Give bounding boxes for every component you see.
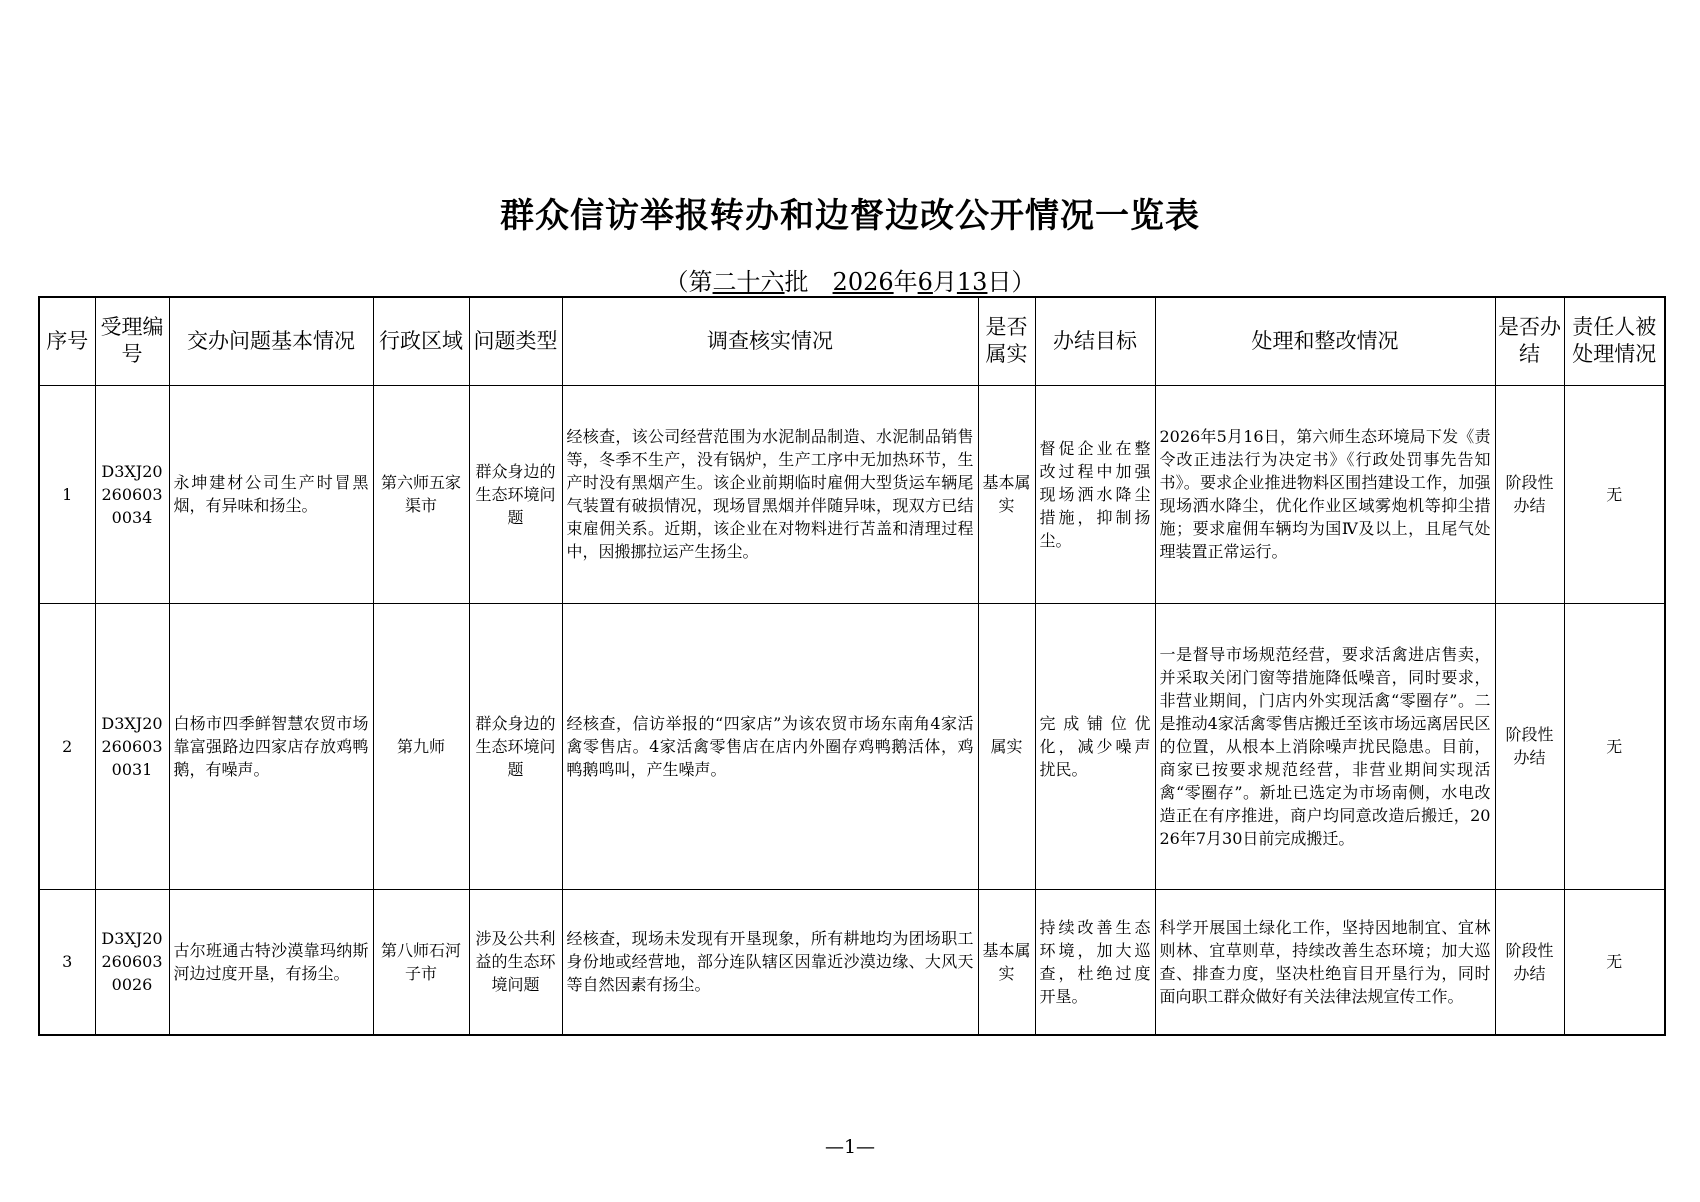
subtitle-day-suffix: 日	[987, 268, 1012, 296]
cell-seq: 2	[39, 603, 95, 889]
table-row	[39, 385, 1665, 603]
table-row	[39, 889, 1665, 1035]
subtitle-year: 2026	[832, 268, 894, 296]
cell-goal: 督促企业在整改过程中加强现场洒水降尘措施，抑制扬尘。	[1035, 385, 1155, 603]
subtitle-batch-suffix: 批	[784, 268, 809, 296]
subtitle-year-suffix: 年	[893, 268, 918, 296]
subtitle-month-suffix: 月	[932, 268, 957, 296]
cell-issue: 白杨市四季鲜智慧农贸市场靠富强路边四家店存放鸡鸭鹅，有噪声。	[169, 603, 373, 889]
header-accountability: 责任人被处理情况	[1564, 297, 1665, 385]
cell-type: 涉及公共利益的生态环境问题	[469, 889, 562, 1035]
page-title: 群众信访举报转办和边督边改公开情况一览表	[500, 196, 1200, 236]
header-handling: 处理和整改情况	[1155, 297, 1495, 385]
cell-goal: 完成铺位优化，减少噪声扰民。	[1035, 603, 1155, 889]
header-verified: 是否属实	[978, 297, 1035, 385]
cell-accountability: 无	[1564, 603, 1665, 889]
subtitle-day: 13	[956, 268, 988, 296]
cell-goal: 持续改善生态环境，加大巡查，杜绝过度开垦。	[1035, 889, 1155, 1035]
header-seq: 序号	[39, 297, 95, 385]
cell-issue: 古尔班通古特沙漠靠玛纳斯河边过度开垦，有扬尘。	[169, 889, 373, 1035]
subtitle-open-paren: （	[664, 268, 689, 296]
header-investigation: 调查核实情况	[562, 297, 978, 385]
batch-subtitle	[0, 262, 1700, 297]
cell-investigation: 经核查，现场未发现有开垦现象，所有耕地均为团场职工身份地或经营地，部分连队辖区因靠近沙漠边缘、大风天等自然因素有扬尘。	[562, 889, 978, 1035]
subtitle-batch: 二十六	[712, 268, 785, 296]
cell-region: 第八师石河子市	[373, 889, 469, 1035]
cell-handling: 2026年5月16日，第六师生态环境局下发《责令改正违法行为决定书》《行政处罚事先告知书》。要求企业推进物料区围挡建设工作，加强现场洒水降尘，优化作业区域雾炮机等抑尘措施；要求雇佣车辆均为国Ⅳ及以上，且尾气处理装置正常运行。	[1155, 385, 1495, 603]
header-region: 行政区域	[373, 297, 469, 385]
header-goal: 办结目标	[1035, 297, 1155, 385]
cell-verified: 属实	[978, 603, 1035, 889]
cell-accountability: 无	[1564, 385, 1665, 603]
cell-code: D3XJ202606030026	[95, 889, 169, 1035]
cell-handling: 科学开展国土绿化工作，坚持因地制宜、宜林则林、宜草则草，持续改善生态环境；加大巡查、排查力度，坚决杜绝盲目开垦行为，同时面向职工群众做好有关法律法规宣传工作。	[1155, 889, 1495, 1035]
cell-code: D3XJ202606030031	[95, 603, 169, 889]
cell-closed: 阶段性办结	[1495, 603, 1564, 889]
cell-type: 群众身边的生态环境问题	[469, 603, 562, 889]
cell-seq: 1	[39, 385, 95, 603]
header-type: 问题类型	[469, 297, 562, 385]
cell-closed: 阶段性办结	[1495, 385, 1564, 603]
cell-accountability: 无	[1564, 889, 1665, 1035]
cell-region: 第九师	[373, 603, 469, 889]
subtitle-close-paren: ）	[1011, 268, 1036, 296]
cell-investigation: 经核查，信访举报的“四家店”为该农贸市场东南角4家活禽零售店。4家活禽零售店在店内外圈存鸡鸭鹅活体，鸡鸭鹅鸣叫，产生噪声。	[562, 603, 978, 889]
cell-verified: 基本属实	[978, 889, 1035, 1035]
header-code: 受理编号	[95, 297, 169, 385]
cell-region: 第六师五家渠市	[373, 385, 469, 603]
page-number: —1—	[824, 1136, 876, 1158]
header-issue: 交办问题基本情况	[169, 297, 373, 385]
header-row	[39, 297, 1665, 385]
report-table	[38, 296, 1666, 1036]
cell-issue: 永坤建材公司生产时冒黑烟，有异味和扬尘。	[169, 385, 373, 603]
header-closed: 是否办结	[1495, 297, 1564, 385]
subtitle-prefix: 第	[688, 268, 713, 296]
cell-closed: 阶段性办结	[1495, 889, 1564, 1035]
cell-seq: 3	[39, 889, 95, 1035]
subtitle-month: 6	[917, 268, 933, 296]
cell-code: D3XJ202606030034	[95, 385, 169, 603]
cell-handling: 一是督导市场规范经营，要求活禽进店售卖，并采取关闭门窗等措施降低噪音，同时要求，非营业期间，门店内外实现活禽“零圈存”。二是推动4家活禽零售店搬迁至该市场远离居民区的位置，从根本上消除噪声扰民隐患。目前，商家已按要求规范经营，非营业期间实现活禽“零圈存”。新址已选定为市场南侧，水电改造正在有序推进，商户均同意改造后搬迁，2026年7月30日前完成搬迁。	[1155, 603, 1495, 889]
table-row	[39, 603, 1665, 889]
cell-verified: 基本属实	[978, 385, 1035, 603]
cell-investigation: 经核查，该公司经营范围为水泥制品制造、水泥制品销售等，冬季不生产，没有锅炉，生产工序中无加热环节，生产时没有黑烟产生。该企业前期临时雇佣大型货运车辆尾气装置有破损情况，现场冒黑烟并伴随异味，现双方已结束雇佣关系。近期，该企业在对物料进行苫盖和清理过程中，因搬挪拉运产生扬尘。	[562, 385, 978, 603]
cell-type: 群众身边的生态环境问题	[469, 385, 562, 603]
